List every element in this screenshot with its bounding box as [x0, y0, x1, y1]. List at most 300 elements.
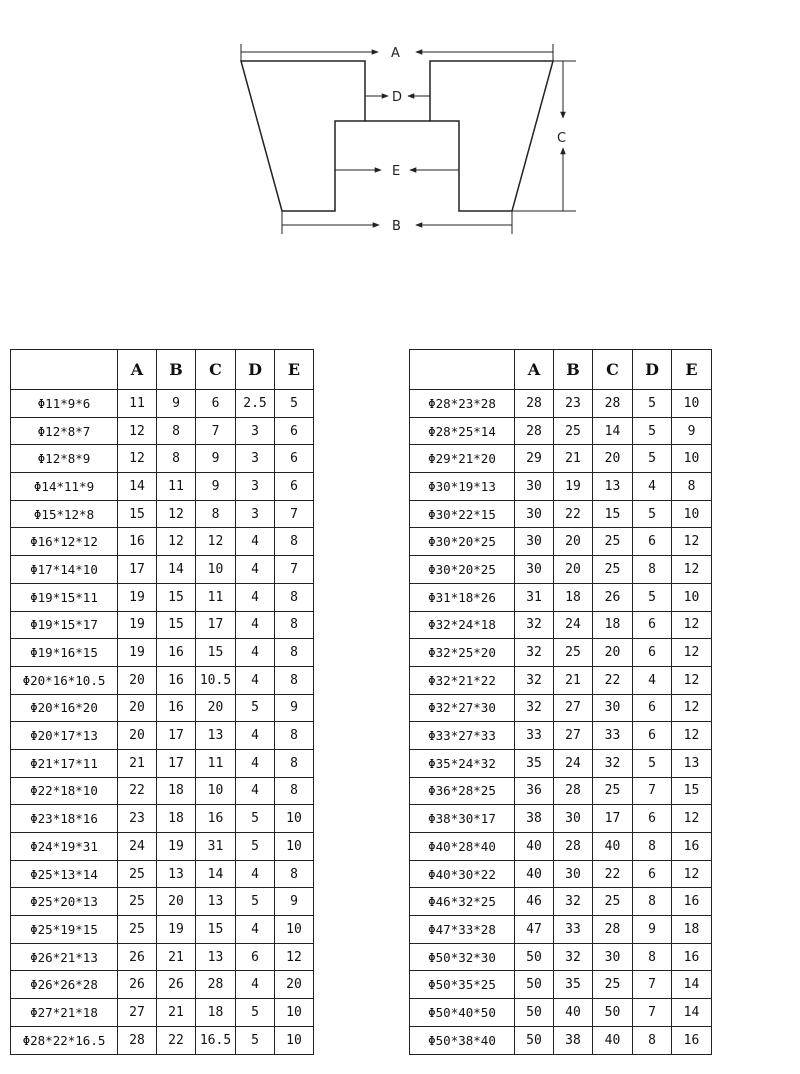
value-cell-b: 30: [554, 805, 593, 833]
value-cell-d: 6: [236, 943, 275, 971]
value-cell-a: 36: [515, 777, 554, 805]
value-cell-b: 33: [554, 916, 593, 944]
table-row: [11, 999, 314, 1027]
value-cell-a: 30: [515, 500, 554, 528]
value-cell-b: 40: [554, 999, 593, 1027]
value-cell-b: 8: [157, 445, 196, 473]
size-cell: Φ32*24*18: [410, 611, 515, 639]
value-cell-d: 6: [633, 611, 672, 639]
size-cell: Φ50*38*40: [410, 1026, 515, 1054]
value-cell-e: 6: [275, 417, 314, 445]
value-cell-e: 9: [672, 417, 712, 445]
size-cell: Φ14*11*9: [11, 473, 118, 501]
value-cell-d: 6: [633, 860, 672, 888]
value-cell-b: 22: [554, 500, 593, 528]
value-cell-d: 6: [633, 694, 672, 722]
value-cell-e: 18: [672, 916, 712, 944]
value-cell-d: 8: [633, 888, 672, 916]
value-cell-c: 25: [593, 971, 633, 999]
value-cell-b: 18: [554, 583, 593, 611]
value-cell-a: 16: [118, 528, 157, 556]
value-cell-d: 3: [236, 417, 275, 445]
value-cell-b: 17: [157, 722, 196, 750]
value-cell-e: 20: [275, 971, 314, 999]
table-row: [11, 888, 314, 916]
value-cell-a: 21: [118, 749, 157, 777]
column-header-b: B: [554, 350, 593, 390]
dimension-diagram: [0, 0, 800, 250]
value-cell-a: 24: [118, 833, 157, 861]
value-cell-c: 25: [593, 556, 633, 584]
value-cell-e: 10: [672, 445, 712, 473]
a-label: A: [391, 46, 400, 61]
value-cell-d: 5: [236, 999, 275, 1027]
spec-table-left: [10, 349, 314, 1055]
value-cell-e: 6: [275, 445, 314, 473]
size-cell: Φ29*21*20: [410, 445, 515, 473]
value-cell-c: 8: [196, 500, 236, 528]
table-row: [410, 666, 712, 694]
value-cell-e: 10: [275, 805, 314, 833]
value-cell-c: 13: [196, 722, 236, 750]
table-row: [410, 694, 712, 722]
value-cell-c: 14: [196, 860, 236, 888]
value-cell-c: 20: [593, 445, 633, 473]
value-cell-b: 18: [157, 777, 196, 805]
value-cell-e: 12: [672, 722, 712, 750]
spec-table-right: [409, 349, 712, 1055]
table-row: [410, 611, 712, 639]
value-cell-e: 12: [672, 805, 712, 833]
value-cell-e: 10: [275, 916, 314, 944]
value-cell-d: 4: [236, 639, 275, 667]
value-cell-d: 4: [236, 971, 275, 999]
value-cell-d: 8: [633, 833, 672, 861]
value-cell-e: 10: [275, 833, 314, 861]
e-label: E: [392, 164, 401, 179]
value-cell-a: 30: [515, 473, 554, 501]
size-cell: Φ28*22*16.5: [11, 1026, 118, 1054]
value-cell-e: 12: [672, 528, 712, 556]
value-cell-d: 3: [236, 473, 275, 501]
value-cell-e: 16: [672, 1026, 712, 1054]
value-cell-d: 4: [236, 583, 275, 611]
size-cell: Φ20*17*13: [11, 722, 118, 750]
table-row: [11, 833, 314, 861]
value-cell-a: 19: [118, 639, 157, 667]
size-cell: Φ20*16*20: [11, 694, 118, 722]
value-cell-a: 28: [118, 1026, 157, 1054]
value-cell-c: 18: [196, 999, 236, 1027]
column-header-c: C: [593, 350, 633, 390]
value-cell-a: 28: [515, 417, 554, 445]
value-cell-d: 4: [236, 666, 275, 694]
value-cell-e: 9: [275, 888, 314, 916]
value-cell-e: 16: [672, 833, 712, 861]
value-cell-e: 12: [672, 666, 712, 694]
value-cell-d: 4: [236, 860, 275, 888]
value-cell-e: 12: [672, 694, 712, 722]
value-cell-c: 25: [593, 528, 633, 556]
table-row: [410, 528, 712, 556]
value-cell-e: 10: [672, 500, 712, 528]
value-cell-c: 7: [196, 417, 236, 445]
value-cell-b: 19: [157, 833, 196, 861]
value-cell-d: 5: [236, 888, 275, 916]
table-row: [11, 500, 314, 528]
table-row: [410, 777, 712, 805]
size-cell: Φ31*18*26: [410, 583, 515, 611]
value-cell-d: 6: [633, 805, 672, 833]
value-cell-d: 8: [633, 556, 672, 584]
value-cell-a: 31: [515, 583, 554, 611]
value-cell-d: 4: [633, 666, 672, 694]
value-cell-a: 38: [515, 805, 554, 833]
value-cell-b: 20: [157, 888, 196, 916]
table-row: [410, 1026, 712, 1054]
value-cell-c: 9: [196, 473, 236, 501]
value-cell-c: 18: [593, 611, 633, 639]
table-row: [410, 833, 712, 861]
size-cell: Φ32*27*30: [410, 694, 515, 722]
value-cell-d: 4: [236, 916, 275, 944]
column-header-a: A: [515, 350, 554, 390]
table-row: [11, 611, 314, 639]
value-cell-d: 4: [236, 556, 275, 584]
table-row: [410, 805, 712, 833]
value-cell-a: 28: [515, 390, 554, 418]
size-cell: Φ16*12*12: [11, 528, 118, 556]
value-cell-d: 6: [633, 722, 672, 750]
value-cell-c: 28: [593, 916, 633, 944]
size-cell: Φ28*25*14: [410, 417, 515, 445]
table-row: [410, 583, 712, 611]
c-label: C: [557, 131, 567, 146]
value-cell-c: 14: [593, 417, 633, 445]
value-cell-b: 8: [157, 417, 196, 445]
size-cell: Φ36*28*25: [410, 777, 515, 805]
value-cell-e: 8: [275, 583, 314, 611]
b-label: B: [392, 219, 401, 234]
size-cell: Φ23*18*16: [11, 805, 118, 833]
value-cell-c: 25: [593, 777, 633, 805]
size-cell: Φ33*27*33: [410, 722, 515, 750]
value-cell-d: 9: [633, 916, 672, 944]
value-cell-b: 24: [554, 611, 593, 639]
table-row: [410, 445, 712, 473]
value-cell-e: 12: [672, 860, 712, 888]
value-cell-d: 5: [633, 500, 672, 528]
value-cell-e: 8: [275, 528, 314, 556]
table-row: [11, 916, 314, 944]
value-cell-a: 19: [118, 583, 157, 611]
value-cell-a: 50: [515, 971, 554, 999]
value-cell-c: 17: [196, 611, 236, 639]
value-cell-a: 25: [118, 860, 157, 888]
value-cell-b: 16: [157, 639, 196, 667]
size-cell: Φ47*33*28: [410, 916, 515, 944]
column-header-d: D: [236, 350, 275, 390]
table-row: [11, 749, 314, 777]
table-row: [11, 722, 314, 750]
value-cell-c: 22: [593, 666, 633, 694]
value-cell-e: 7: [275, 500, 314, 528]
value-cell-c: 10: [196, 556, 236, 584]
value-cell-c: 15: [196, 639, 236, 667]
value-cell-a: 12: [118, 417, 157, 445]
value-cell-e: 8: [275, 749, 314, 777]
table-row: [410, 722, 712, 750]
size-cell: Φ38*30*17: [410, 805, 515, 833]
value-cell-a: 14: [118, 473, 157, 501]
value-cell-d: 5: [633, 445, 672, 473]
value-cell-e: 9: [275, 694, 314, 722]
value-cell-b: 21: [554, 445, 593, 473]
value-cell-b: 26: [157, 971, 196, 999]
value-cell-a: 46: [515, 888, 554, 916]
table-row: [410, 556, 712, 584]
size-cell: Φ17*14*10: [11, 556, 118, 584]
column-header-e: E: [275, 350, 314, 390]
value-cell-b: 28: [554, 777, 593, 805]
table-row: [410, 749, 712, 777]
value-cell-e: 8: [275, 611, 314, 639]
value-cell-e: 12: [672, 639, 712, 667]
table-row: [11, 528, 314, 556]
value-cell-a: 33: [515, 722, 554, 750]
value-cell-d: 8: [633, 1026, 672, 1054]
value-cell-d: 2.5: [236, 390, 275, 418]
value-cell-c: 26: [593, 583, 633, 611]
value-cell-e: 14: [672, 971, 712, 999]
value-cell-d: 5: [633, 583, 672, 611]
value-cell-a: 22: [118, 777, 157, 805]
value-cell-e: 15: [672, 777, 712, 805]
size-cell: Φ50*32*30: [410, 943, 515, 971]
table-row: [410, 971, 712, 999]
column-header-c: C: [196, 350, 236, 390]
value-cell-b: 20: [554, 528, 593, 556]
value-cell-a: 26: [118, 971, 157, 999]
value-cell-b: 19: [554, 473, 593, 501]
value-cell-c: 20: [196, 694, 236, 722]
value-cell-c: 11: [196, 749, 236, 777]
value-cell-a: 50: [515, 943, 554, 971]
value-cell-a: 25: [118, 916, 157, 944]
value-cell-b: 14: [157, 556, 196, 584]
value-cell-d: 3: [236, 500, 275, 528]
value-cell-b: 22: [157, 1026, 196, 1054]
value-cell-c: 16.5: [196, 1026, 236, 1054]
table-row: [410, 888, 712, 916]
size-cell: Φ26*21*13: [11, 943, 118, 971]
value-cell-d: 4: [633, 473, 672, 501]
value-cell-e: 16: [672, 888, 712, 916]
value-cell-d: 5: [236, 1026, 275, 1054]
value-cell-b: 13: [157, 860, 196, 888]
size-cell: Φ40*30*22: [410, 860, 515, 888]
value-cell-c: 10.5: [196, 666, 236, 694]
table-row: [410, 417, 712, 445]
value-cell-b: 18: [157, 805, 196, 833]
value-cell-d: 4: [236, 749, 275, 777]
value-cell-b: 19: [157, 916, 196, 944]
table-row: [11, 666, 314, 694]
value-cell-d: 7: [633, 999, 672, 1027]
size-cell: Φ11*9*6: [11, 390, 118, 418]
table-row: [11, 943, 314, 971]
table-row: [410, 390, 712, 418]
size-cell: Φ46*32*25: [410, 888, 515, 916]
table-row: [11, 417, 314, 445]
value-cell-b: 12: [157, 528, 196, 556]
value-cell-b: 17: [157, 749, 196, 777]
size-cell: Φ25*19*15: [11, 916, 118, 944]
value-cell-c: 40: [593, 833, 633, 861]
value-cell-a: 30: [515, 556, 554, 584]
size-cell: Φ26*26*28: [11, 971, 118, 999]
value-cell-a: 40: [515, 833, 554, 861]
value-cell-a: 47: [515, 916, 554, 944]
column-header-d: D: [633, 350, 672, 390]
table-row: [11, 1026, 314, 1054]
value-cell-a: 32: [515, 666, 554, 694]
value-cell-a: 15: [118, 500, 157, 528]
size-cell: Φ27*21*18: [11, 999, 118, 1027]
value-cell-a: 19: [118, 611, 157, 639]
value-cell-e: 12: [275, 943, 314, 971]
value-cell-a: 20: [118, 666, 157, 694]
value-cell-d: 5: [236, 833, 275, 861]
value-cell-d: 4: [236, 722, 275, 750]
value-cell-c: 17: [593, 805, 633, 833]
value-cell-a: 30: [515, 528, 554, 556]
value-cell-c: 33: [593, 722, 633, 750]
value-cell-d: 6: [633, 639, 672, 667]
size-cell: Φ32*21*22: [410, 666, 515, 694]
value-cell-b: 38: [554, 1026, 593, 1054]
value-cell-c: 13: [196, 943, 236, 971]
value-cell-e: 10: [275, 1026, 314, 1054]
d-label: D: [392, 90, 403, 105]
value-cell-c: 32: [593, 749, 633, 777]
table-row: [11, 860, 314, 888]
size-cell: Φ35*24*32: [410, 749, 515, 777]
value-cell-d: 4: [236, 611, 275, 639]
value-cell-e: 8: [672, 473, 712, 501]
table-row: [11, 694, 314, 722]
table-row: [410, 473, 712, 501]
value-cell-b: 15: [157, 583, 196, 611]
value-cell-d: 5: [633, 417, 672, 445]
size-cell: Φ50*40*50: [410, 999, 515, 1027]
value-cell-a: 25: [118, 888, 157, 916]
value-cell-c: 28: [593, 390, 633, 418]
value-cell-e: 10: [672, 583, 712, 611]
value-cell-a: 11: [118, 390, 157, 418]
value-cell-e: 7: [275, 556, 314, 584]
value-cell-d: 8: [633, 943, 672, 971]
value-cell-d: 7: [633, 777, 672, 805]
value-cell-b: 9: [157, 390, 196, 418]
value-cell-e: 14: [672, 999, 712, 1027]
value-cell-b: 24: [554, 749, 593, 777]
value-cell-e: 12: [672, 556, 712, 584]
value-cell-b: 30: [554, 860, 593, 888]
table-row: [11, 473, 314, 501]
value-cell-d: 5: [633, 749, 672, 777]
value-cell-e: 8: [275, 777, 314, 805]
value-cell-c: 11: [196, 583, 236, 611]
value-cell-a: 20: [118, 694, 157, 722]
value-cell-e: 10: [672, 390, 712, 418]
value-cell-c: 50: [593, 999, 633, 1027]
size-cell: Φ28*23*28: [410, 390, 515, 418]
header-row: [410, 350, 712, 390]
table-row: [11, 445, 314, 473]
value-cell-b: 35: [554, 971, 593, 999]
value-cell-a: 12: [118, 445, 157, 473]
value-cell-a: 17: [118, 556, 157, 584]
table-row: [11, 805, 314, 833]
value-cell-a: 32: [515, 694, 554, 722]
size-cell: Φ19*16*15: [11, 639, 118, 667]
size-cell: Φ40*28*40: [410, 833, 515, 861]
value-cell-c: 13: [593, 473, 633, 501]
value-cell-a: 29: [515, 445, 554, 473]
size-cell: Φ15*12*8: [11, 500, 118, 528]
table-row: [410, 943, 712, 971]
size-cell: Φ21*17*11: [11, 749, 118, 777]
column-header-a: A: [118, 350, 157, 390]
value-cell-c: 9: [196, 445, 236, 473]
size-cell: Φ25*13*14: [11, 860, 118, 888]
value-cell-b: 32: [554, 943, 593, 971]
value-cell-b: 15: [157, 611, 196, 639]
table-row: [410, 639, 712, 667]
table-row: [410, 916, 712, 944]
value-cell-a: 50: [515, 1026, 554, 1054]
value-cell-c: 10: [196, 777, 236, 805]
size-cell: Φ50*35*25: [410, 971, 515, 999]
size-cell: Φ30*22*15: [410, 500, 515, 528]
value-cell-a: 40: [515, 860, 554, 888]
value-cell-c: 25: [593, 888, 633, 916]
table-row: [410, 999, 712, 1027]
table-row: [11, 556, 314, 584]
table-row: [11, 777, 314, 805]
part-outline-right: [430, 61, 553, 211]
value-cell-d: 4: [236, 528, 275, 556]
value-cell-c: 40: [593, 1026, 633, 1054]
value-cell-c: 6: [196, 390, 236, 418]
value-cell-b: 21: [157, 943, 196, 971]
value-cell-b: 27: [554, 694, 593, 722]
value-cell-b: 25: [554, 639, 593, 667]
column-header-b: B: [157, 350, 196, 390]
size-column-header: [410, 350, 515, 390]
value-cell-a: 35: [515, 749, 554, 777]
size-cell: Φ30*19*13: [410, 473, 515, 501]
value-cell-a: 26: [118, 943, 157, 971]
value-cell-a: 50: [515, 999, 554, 1027]
value-cell-c: 12: [196, 528, 236, 556]
table-row: [410, 500, 712, 528]
part-outline: [241, 61, 365, 211]
value-cell-a: 32: [515, 611, 554, 639]
value-cell-c: 16: [196, 805, 236, 833]
value-cell-c: 15: [196, 916, 236, 944]
